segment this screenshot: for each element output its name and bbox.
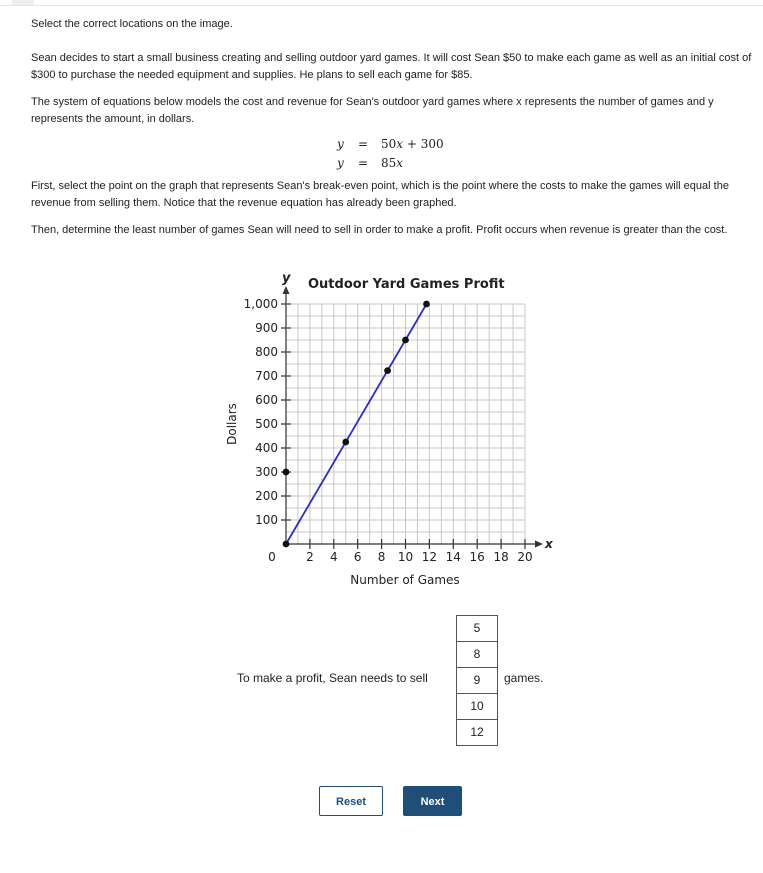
x-tick-label: 18 [493,550,509,564]
x-tick-label: 10 [397,550,414,564]
x-tick-label: 4 [329,550,338,564]
answer-prefix: To make a profit, Sean needs to sell [237,671,428,685]
equation-1-lhs: y [337,137,344,151]
x-tick-label: 8 [377,550,386,564]
y-tick-label: 200 [255,489,278,503]
option-9[interactable]: 9 [457,668,497,694]
y-tick-label: 600 [255,393,278,407]
reset-button[interactable]: Reset [319,786,383,816]
problem-paragraph-2: The system of equations below models the cost and revenue for Sean's outdoor yard games where x represents the number of games and y represents the amount, in dollars. [31,96,714,125]
selectable-point [423,301,430,308]
option-8[interactable]: 8 [457,642,497,668]
x-tick-label: 20 [517,550,533,564]
option-5[interactable]: 5 [457,616,497,642]
chart-title: Outdoor Yard Games Profit [308,277,505,292]
y-tick-label: 1,000 [243,297,278,311]
problem-paragraph-3: First, select the point on the graph that represents Sean's break-even point, which is the point where the costs to make the games will equal the revenue from selling them. Notice that the revenue equation has already been graphed. [31,180,729,209]
y-tick-label: 900 [255,321,278,335]
top-tab [12,0,34,5]
x-tick-label: 6 [353,550,362,564]
selectable-point [342,439,349,446]
selectable-point [283,469,290,476]
next-button[interactable]: Next [403,786,462,816]
x-axis-letter: x [545,537,553,551]
y-tick-label: 400 [255,441,278,455]
origin-label: 0 [268,550,276,564]
y-tick-label: 700 [255,369,278,383]
x-axis-title: Number of Games [350,573,460,587]
y-tick-label: 100 [255,513,278,527]
problem-paragraph-4: Then, determine the least number of games Sean will need to sell in order to make a profit. Profit occurs when revenue is greater than the cost. [31,224,728,236]
instructions-text: Select the correct locations on the image. [31,18,233,30]
equation-2-op: = [358,156,369,170]
top-bar [0,0,763,6]
problem-paragraph-1: Sean decides to start a small business creating and selling outdoor yard games. It will cost Sean $50 to make each game as well as an initial cost of $300 to purchase the needed equipment and supplies. He plans to sell each game for $85. [31,52,752,81]
option-10[interactable]: 10 [457,694,497,720]
selectable-point [283,541,290,548]
x-tick-label: 2 [306,550,314,564]
selectable-point [384,367,391,374]
answer-suffix: games. [504,671,544,685]
profit-chart[interactable] [216,268,556,598]
equation-1-rhs: 50x + 300 [381,137,444,151]
equation-1-op: = [358,137,369,151]
x-axis-arrow [535,541,543,548]
y-tick-label: 500 [255,417,278,431]
equation-2-lhs: y [337,156,344,170]
y-axis-letter: y [282,271,291,286]
y-axis-arrow [283,286,290,294]
games-dropdown[interactable] [456,615,498,746]
y-tick-label: 300 [255,465,278,479]
x-tick-label: 16 [469,550,485,564]
y-axis-title: Dollars [225,403,239,445]
equation-2-rhs: 85x [381,156,404,170]
option-12[interactable]: 12 [470,725,484,739]
selectable-point [402,337,409,344]
y-tick-label: 800 [255,345,278,359]
x-tick-label: 14 [445,550,461,564]
x-tick-label: 12 [421,550,438,564]
